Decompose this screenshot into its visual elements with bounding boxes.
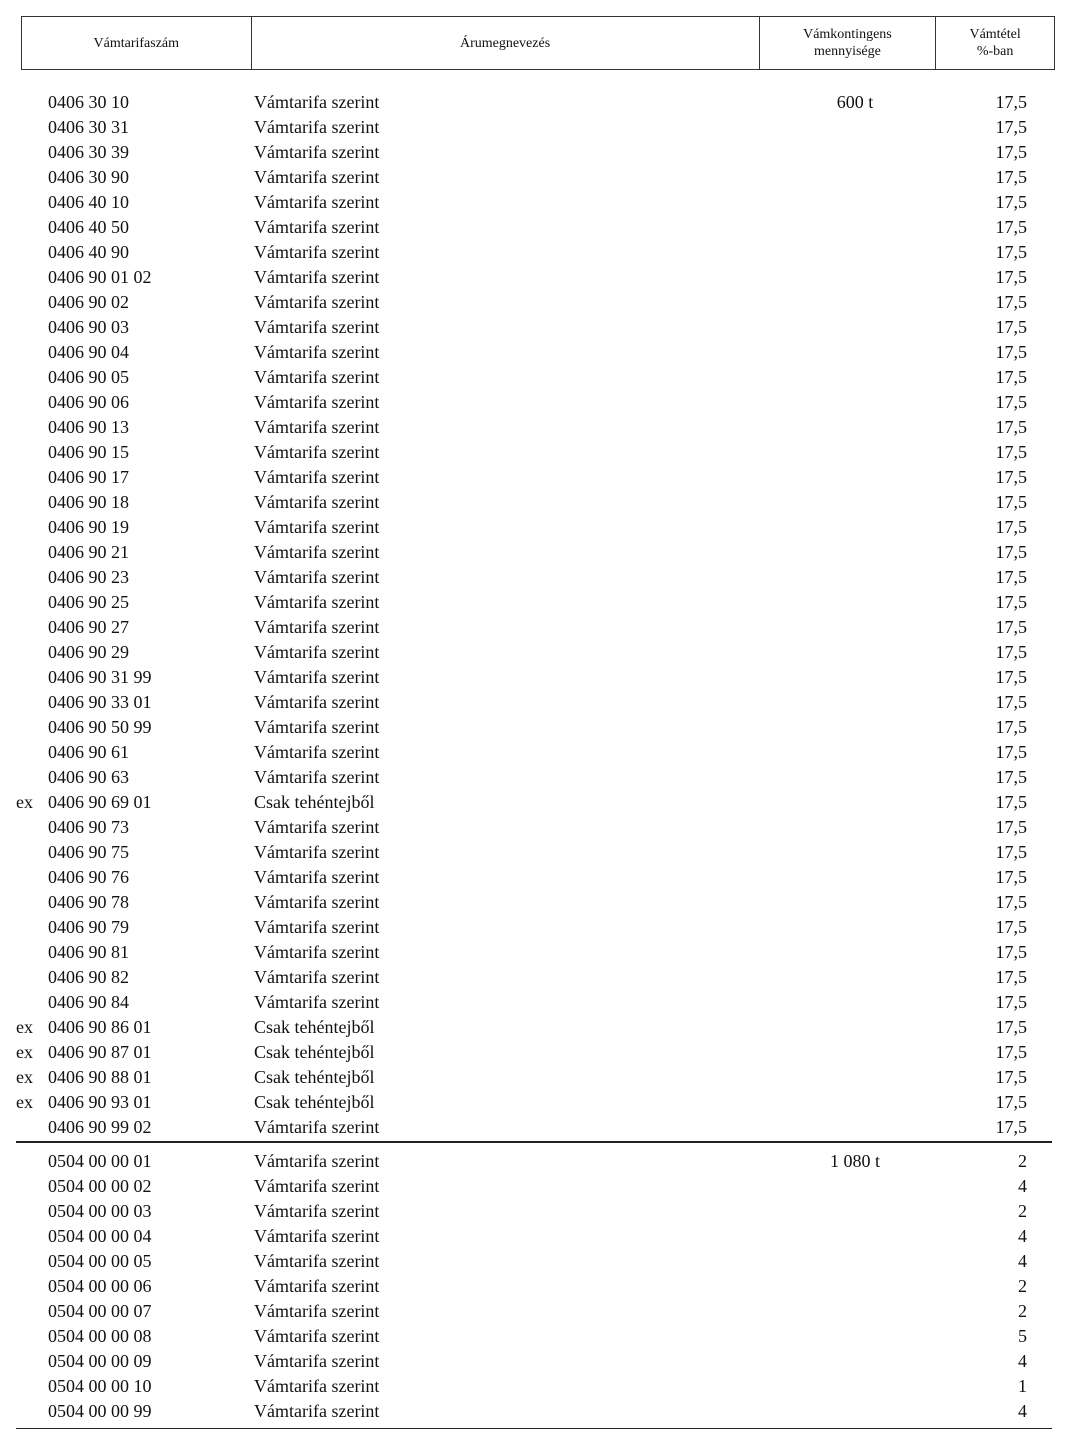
tariff-code: 0504 00 00 10 [48, 1376, 152, 1396]
tariff-code: 0504 00 00 04 [48, 1226, 152, 1246]
table-row [0, 565, 1067, 590]
tariff-code: 0406 40 50 [48, 217, 129, 237]
tariff-code: 0406 90 04 [48, 342, 129, 362]
tariff-code: 0406 30 90 [48, 167, 129, 187]
quota-amount: 1 080 t [829, 1151, 880, 1171]
table-row [0, 240, 1067, 265]
tariff-code: 0406 90 69 01 [48, 792, 152, 812]
tariff-code: 0406 90 03 [48, 317, 129, 337]
duty-rate: 17,5 [995, 117, 1027, 137]
table-row [0, 140, 1067, 165]
goods-description: Vámtarifa szerint [254, 1176, 380, 1196]
table-row [0, 640, 1067, 665]
header-code [22, 17, 252, 69]
goods-description: Csak tehéntejből [254, 792, 375, 812]
tariff-code: 0406 90 50 99 [48, 717, 152, 737]
duty-rate: 17,5 [995, 942, 1027, 962]
tariff-code: 0406 90 05 [48, 367, 129, 387]
goods-description: Vámtarifa szerint [254, 992, 380, 1012]
table-row [0, 1115, 1067, 1140]
tariff-code: 0406 30 10 [48, 92, 129, 112]
goods-description: Csak tehéntejből [254, 1042, 375, 1062]
header-description-label: Árumegnevezés [459, 35, 551, 51]
table-row [0, 815, 1067, 840]
tariff-code: 0504 00 00 99 [48, 1401, 152, 1421]
duty-rate: 17,5 [995, 617, 1027, 637]
duty-rate: 17,5 [995, 692, 1027, 712]
goods-description: Vámtarifa szerint [254, 1376, 380, 1396]
goods-description: Csak tehéntejből [254, 1067, 375, 1087]
table-row [0, 440, 1067, 465]
goods-description: Vámtarifa szerint [254, 1351, 380, 1371]
table-row [0, 765, 1067, 790]
table-row [0, 490, 1067, 515]
goods-description: Vámtarifa szerint [254, 492, 380, 512]
table-row [0, 340, 1067, 365]
goods-description: Vámtarifa szerint [254, 117, 380, 137]
goods-description: Vámtarifa szerint [254, 167, 380, 187]
table-row [0, 415, 1067, 440]
tariff-code: 0406 90 06 [48, 392, 129, 412]
section-divider [16, 1141, 1052, 1143]
duty-rate: 17,5 [995, 792, 1027, 812]
goods-description: Vámtarifa szerint [254, 717, 380, 737]
table-row [0, 465, 1067, 490]
table-row [0, 1090, 1067, 1115]
duty-rate: 17,5 [995, 1092, 1027, 1112]
goods-description: Vámtarifa szerint [254, 892, 380, 912]
tariff-code: 0406 30 31 [48, 117, 129, 137]
header-quota-label-line1: Vámkontingens [803, 27, 892, 42]
duty-rate: 17,5 [995, 767, 1027, 787]
tariff-code: 0406 90 29 [48, 642, 129, 662]
table-row [0, 1199, 1067, 1224]
goods-description: Vámtarifa szerint [254, 192, 380, 212]
duty-rate: 17,5 [995, 967, 1027, 987]
duty-rate: 17,5 [995, 267, 1027, 287]
table-row [0, 215, 1067, 240]
goods-description: Vámtarifa szerint [254, 667, 380, 687]
goods-description: Vámtarifa szerint [254, 1401, 380, 1421]
table-row [0, 265, 1067, 290]
goods-description: Vámtarifa szerint [254, 817, 380, 837]
tariff-code: 0406 90 84 [48, 992, 129, 1012]
goods-description: Vámtarifa szerint [254, 767, 380, 787]
tariff-code: 0504 00 00 06 [48, 1276, 152, 1296]
goods-description: Vámtarifa szerint [254, 142, 380, 162]
tariff-code: 0406 90 02 [48, 292, 129, 312]
duty-rate: 4 [1018, 1226, 1027, 1246]
goods-description: Vámtarifa szerint [254, 1326, 380, 1346]
table-row [0, 165, 1067, 190]
table-row [0, 115, 1067, 140]
table-row [0, 1040, 1067, 1065]
table-row [0, 1374, 1067, 1399]
duty-rate: 17,5 [995, 992, 1027, 1012]
goods-description: Vámtarifa szerint [254, 867, 380, 887]
duty-rate: 17,5 [995, 892, 1027, 912]
goods-description: Vámtarifa szerint [254, 217, 380, 237]
tariff-code: 0504 00 00 03 [48, 1201, 152, 1221]
table-row [0, 990, 1067, 1015]
goods-description: Vámtarifa szerint [254, 1276, 380, 1296]
goods-description: Vámtarifa szerint [254, 917, 380, 937]
goods-description: Vámtarifa szerint [254, 267, 380, 287]
header-rate-label-line1: Vámtétel [969, 27, 1021, 42]
header-rate-label-line2: %-ban [976, 44, 1014, 59]
goods-description: Vámtarifa szerint [254, 592, 380, 612]
duty-rate: 17,5 [995, 567, 1027, 587]
tariff-code: 0406 90 18 [48, 492, 129, 512]
tariff-code: 0406 90 23 [48, 567, 129, 587]
tariff-code: 0406 90 75 [48, 842, 129, 862]
table-row [0, 615, 1067, 640]
goods-description: Vámtarifa szerint [254, 542, 380, 562]
tariff-code: 0406 90 93 01 [48, 1092, 152, 1112]
duty-rate: 4 [1018, 1401, 1027, 1421]
header-code-label: Vámtarifaszám [93, 35, 180, 51]
goods-description: Vámtarifa szerint [254, 1117, 380, 1137]
tariff-code: 0406 90 13 [48, 417, 129, 437]
duty-rate: 17,5 [995, 217, 1027, 237]
duty-rate: 17,5 [995, 667, 1027, 687]
row-prefix: ex [16, 1042, 33, 1062]
table-row [0, 1324, 1067, 1349]
goods-description: Vámtarifa szerint [254, 1226, 380, 1246]
goods-description: Vámtarifa szerint [254, 692, 380, 712]
duty-rate: 17,5 [995, 542, 1027, 562]
tariff-code: 0406 90 01 02 [48, 267, 152, 287]
tariff-code: 0406 40 10 [48, 192, 129, 212]
duty-rate: 5 [1018, 1326, 1027, 1346]
tariff-code: 0406 90 15 [48, 442, 129, 462]
duty-rate: 17,5 [995, 1042, 1027, 1062]
table-row [0, 1349, 1067, 1374]
tariff-code: 0406 90 86 01 [48, 1017, 152, 1037]
duty-rate: 17,5 [995, 867, 1027, 887]
duty-rate: 17,5 [995, 142, 1027, 162]
duty-rate: 1 [1018, 1376, 1027, 1396]
table-row [0, 915, 1067, 940]
tariff-code: 0406 90 25 [48, 592, 129, 612]
row-prefix: ex [16, 1092, 33, 1112]
tariff-code: 0406 90 99 02 [48, 1117, 152, 1137]
tariff-code: 0406 90 76 [48, 867, 129, 887]
goods-description: Csak tehéntejből [254, 1092, 375, 1112]
bottom-divider [16, 1428, 1052, 1429]
tariff-code: 0406 90 88 01 [48, 1067, 152, 1087]
duty-rate: 17,5 [995, 242, 1027, 262]
tariff-code: 0406 90 61 [48, 742, 129, 762]
goods-description: Csak tehéntejből [254, 1017, 375, 1037]
header-description [252, 17, 760, 69]
tariff-code: 0406 90 27 [48, 617, 129, 637]
header-rate [936, 17, 1054, 69]
goods-description: Vámtarifa szerint [254, 642, 380, 662]
tariff-code: 0504 00 00 05 [48, 1251, 152, 1271]
goods-description: Vámtarifa szerint [254, 342, 380, 362]
table-row [0, 715, 1067, 740]
header-quota [760, 17, 937, 69]
duty-rate: 17,5 [995, 917, 1027, 937]
table-row [0, 1249, 1067, 1274]
duty-rate: 17,5 [995, 292, 1027, 312]
tariff-code: 0406 90 78 [48, 892, 129, 912]
duty-rate: 17,5 [995, 592, 1027, 612]
duty-rate: 17,5 [995, 1117, 1027, 1137]
duty-rate: 17,5 [995, 1067, 1027, 1087]
goods-description: Vámtarifa szerint [254, 292, 380, 312]
duty-rate: 4 [1018, 1351, 1027, 1371]
duty-rate: 17,5 [995, 367, 1027, 387]
table-row [0, 390, 1067, 415]
tariff-code: 0406 90 19 [48, 517, 129, 537]
duty-rate: 17,5 [995, 742, 1027, 762]
tariff-code: 0504 00 00 07 [48, 1301, 152, 1321]
goods-description: Vámtarifa szerint [254, 1251, 380, 1271]
goods-description: Vámtarifa szerint [254, 567, 380, 587]
table-header [21, 16, 1055, 70]
tariff-code: 0406 40 90 [48, 242, 129, 262]
duty-rate: 17,5 [995, 492, 1027, 512]
duty-rate: 2 [1018, 1301, 1027, 1321]
tariff-code: 0406 90 73 [48, 817, 129, 837]
table-row [0, 1015, 1067, 1040]
table-row [0, 1174, 1067, 1199]
table-row [0, 790, 1067, 815]
table-row [0, 965, 1067, 990]
tariff-code: 0406 90 33 01 [48, 692, 152, 712]
goods-description: Vámtarifa szerint [254, 242, 380, 262]
duty-rate: 17,5 [995, 442, 1027, 462]
tariff-code: 0504 00 00 09 [48, 1351, 152, 1371]
duty-rate: 2 [1018, 1151, 1027, 1171]
goods-description: Vámtarifa szerint [254, 92, 380, 112]
table-row [0, 365, 1067, 390]
goods-description: Vámtarifa szerint [254, 417, 380, 437]
table-row [0, 940, 1067, 965]
tariff-code: 0504 00 00 01 [48, 1151, 152, 1171]
duty-rate: 4 [1018, 1251, 1027, 1271]
duty-rate: 17,5 [995, 392, 1027, 412]
table-row [0, 1224, 1067, 1249]
table-row [0, 590, 1067, 615]
duty-rate: 17,5 [995, 817, 1027, 837]
duty-rate: 17,5 [995, 842, 1027, 862]
tariff-code: 0504 00 00 08 [48, 1326, 152, 1346]
duty-rate: 17,5 [995, 417, 1027, 437]
table-row [0, 740, 1067, 765]
duty-rate: 2 [1018, 1201, 1027, 1221]
duty-rate: 17,5 [995, 317, 1027, 337]
table-row [0, 1299, 1067, 1324]
table-row [0, 665, 1067, 690]
tariff-code: 0406 90 63 [48, 767, 129, 787]
tariff-code: 0406 90 31 99 [48, 667, 152, 687]
tariff-code: 0406 90 17 [48, 467, 129, 487]
goods-description: Vámtarifa szerint [254, 1301, 380, 1321]
table-row [0, 1149, 1067, 1174]
goods-description: Vámtarifa szerint [254, 442, 380, 462]
tariff-code: 0406 30 39 [48, 142, 129, 162]
table-row [0, 840, 1067, 865]
row-prefix: ex [16, 792, 33, 812]
goods-description: Vámtarifa szerint [254, 392, 380, 412]
goods-description: Vámtarifa szerint [254, 467, 380, 487]
goods-description: Vámtarifa szerint [254, 942, 380, 962]
duty-rate: 17,5 [995, 517, 1027, 537]
table-row [0, 190, 1067, 215]
goods-description: Vámtarifa szerint [254, 517, 380, 537]
table-row [0, 515, 1067, 540]
goods-description: Vámtarifa szerint [254, 742, 380, 762]
table-row [0, 1399, 1067, 1424]
duty-rate: 17,5 [995, 92, 1027, 112]
goods-description: Vámtarifa szerint [254, 967, 380, 987]
quota-amount: 600 t [836, 92, 874, 112]
table-row [0, 540, 1067, 565]
tariff-code: 0406 90 79 [48, 917, 129, 937]
table-row [0, 865, 1067, 890]
duty-rate: 17,5 [995, 342, 1027, 362]
duty-rate: 17,5 [995, 717, 1027, 737]
table-row [0, 290, 1067, 315]
duty-rate: 17,5 [995, 192, 1027, 212]
table-row [0, 90, 1067, 115]
table-row [0, 890, 1067, 915]
tariff-code: 0406 90 87 01 [48, 1042, 152, 1062]
duty-rate: 17,5 [995, 642, 1027, 662]
tariff-code: 0406 90 81 [48, 942, 129, 962]
duty-rate: 17,5 [995, 467, 1027, 487]
goods-description: Vámtarifa szerint [254, 617, 380, 637]
goods-description: Vámtarifa szerint [254, 317, 380, 337]
duty-rate: 17,5 [995, 167, 1027, 187]
goods-description: Vámtarifa szerint [254, 1201, 380, 1221]
table-row [0, 690, 1067, 715]
duty-rate: 17,5 [995, 1017, 1027, 1037]
tariff-code: 0406 90 82 [48, 967, 129, 987]
tariff-code: 0406 90 21 [48, 542, 129, 562]
table-row [0, 1274, 1067, 1299]
row-prefix: ex [16, 1067, 33, 1087]
goods-description: Vámtarifa szerint [254, 367, 380, 387]
row-prefix: ex [16, 1017, 33, 1037]
goods-description: Vámtarifa szerint [254, 1151, 380, 1171]
duty-rate: 2 [1018, 1276, 1027, 1296]
table-row [0, 315, 1067, 340]
tariff-code: 0504 00 00 02 [48, 1176, 152, 1196]
duty-rate: 4 [1018, 1176, 1027, 1196]
goods-description: Vámtarifa szerint [254, 842, 380, 862]
header-quota-label-line2: mennyisége [813, 44, 881, 59]
table-row [0, 1065, 1067, 1090]
